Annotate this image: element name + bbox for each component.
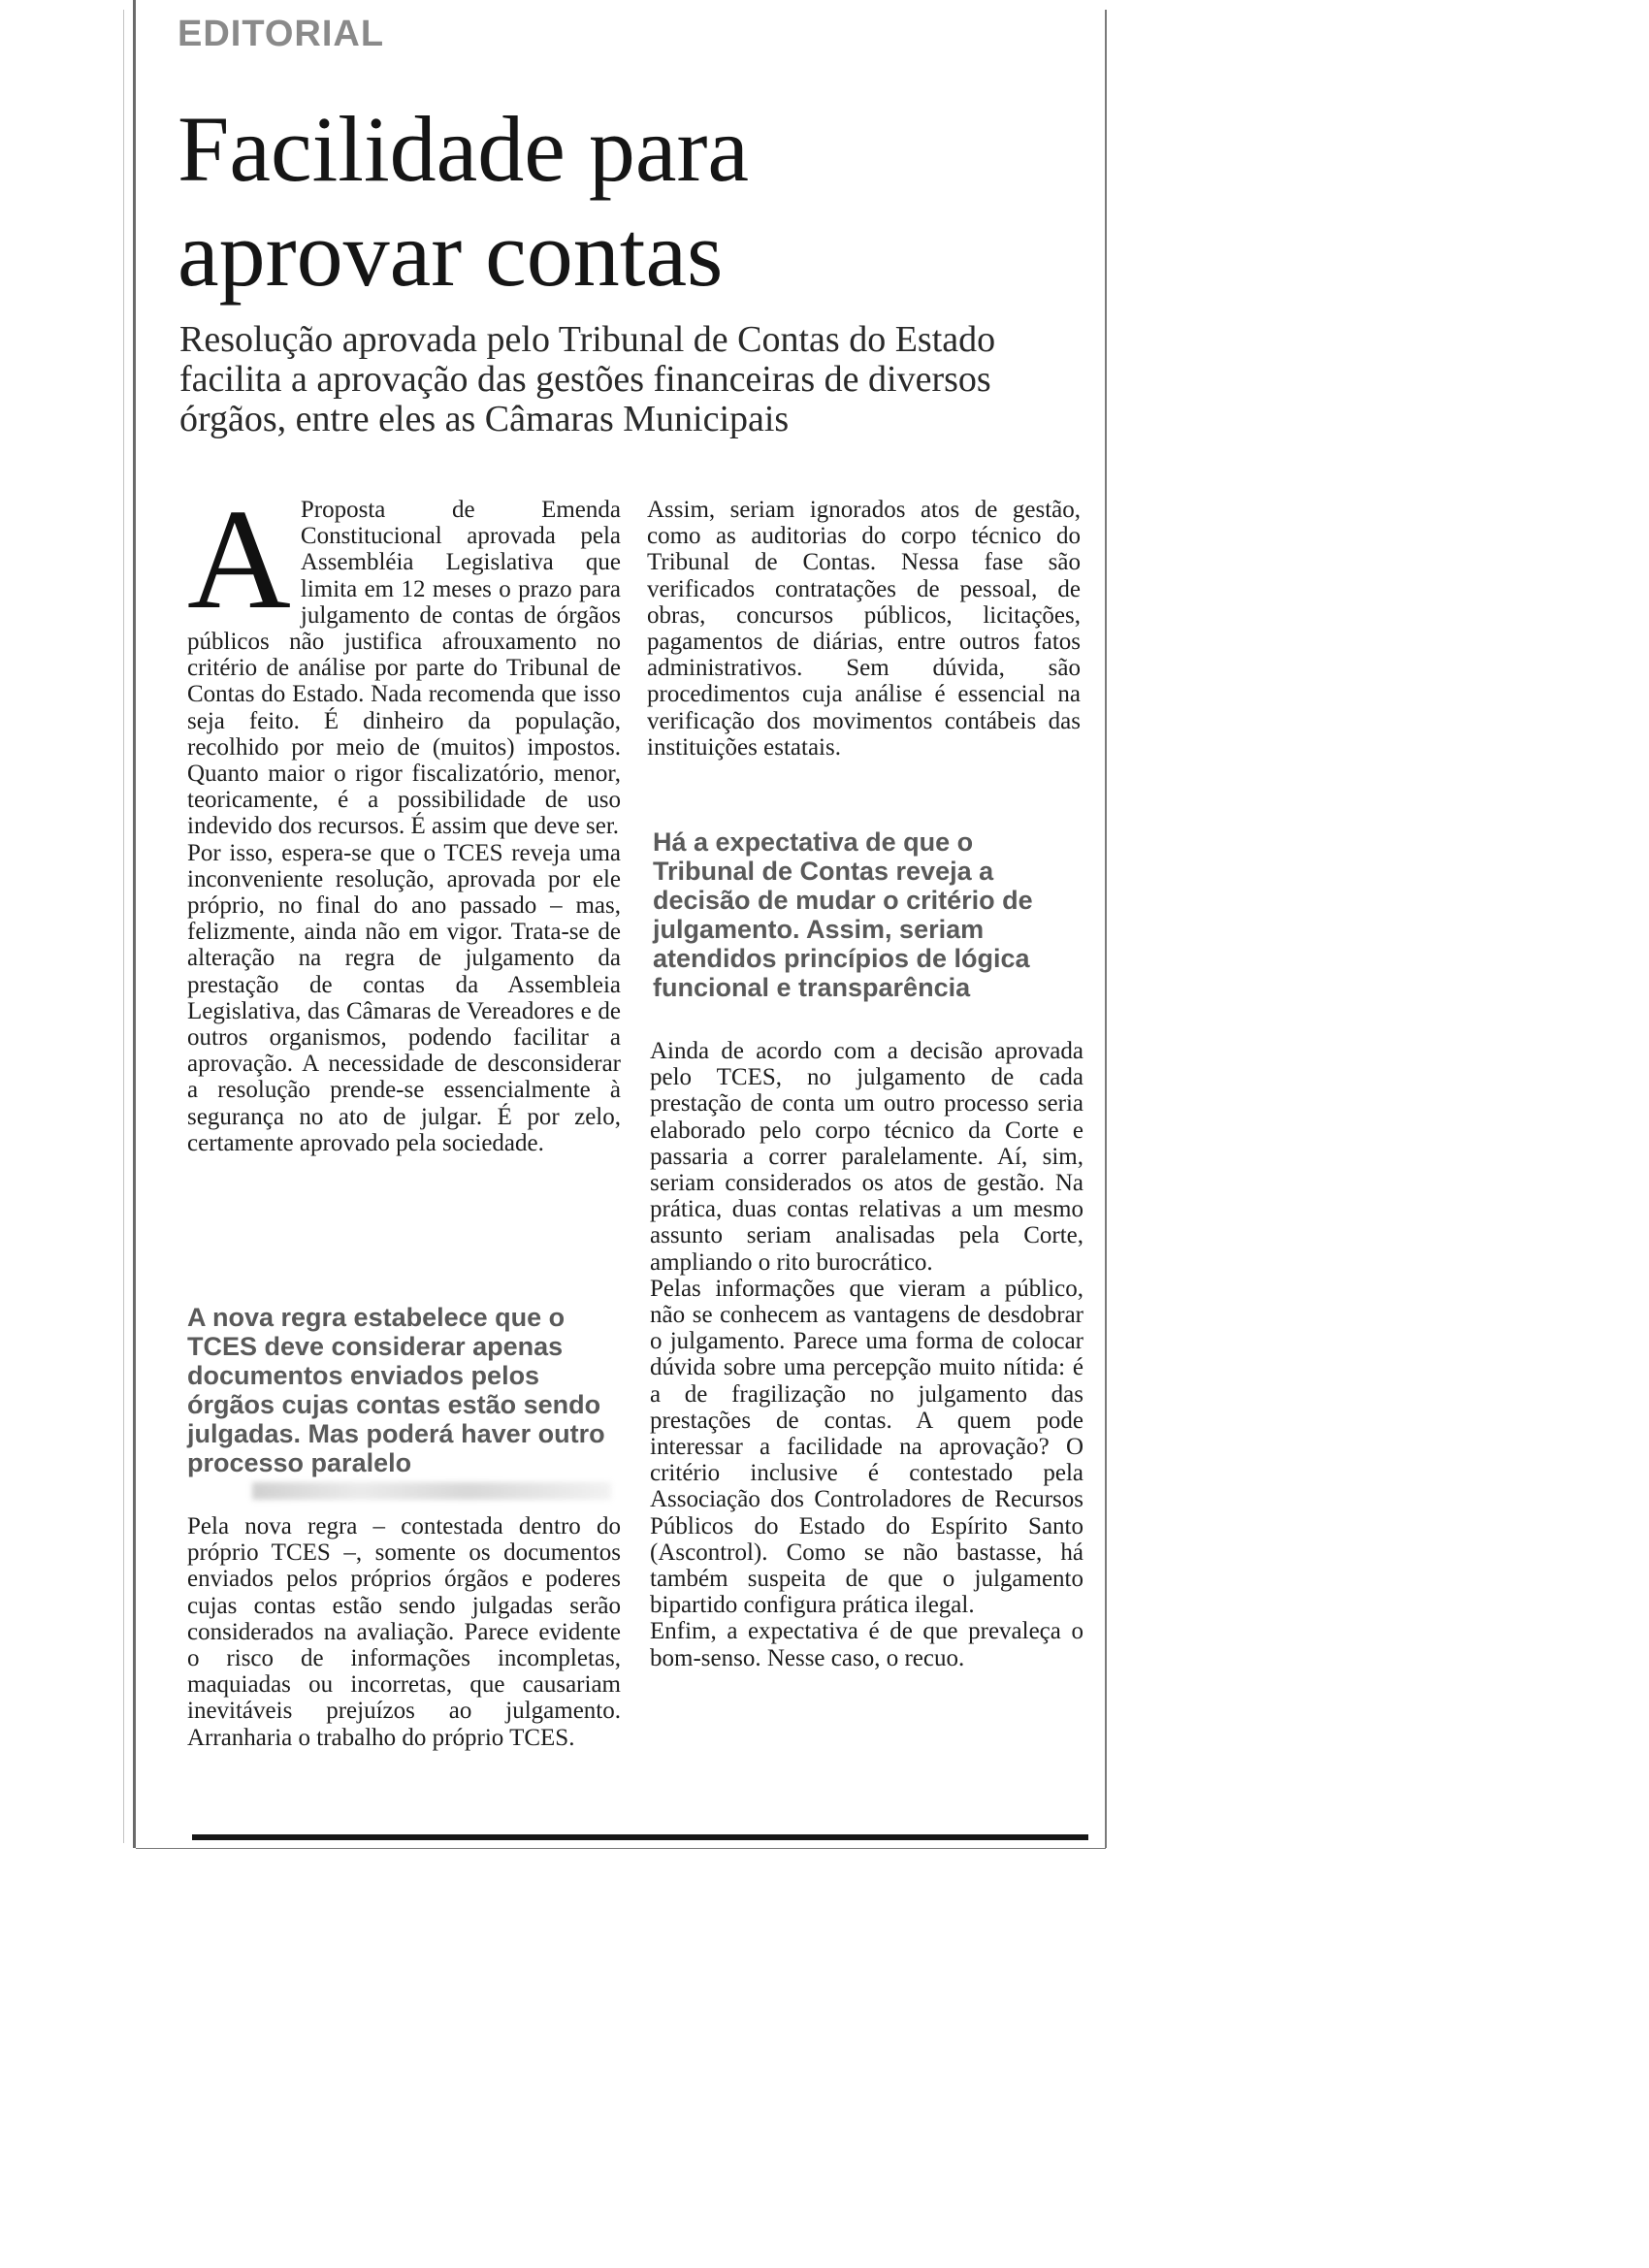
body-column-left-top bbox=[187, 480, 621, 1156]
bottom-edge-line bbox=[136, 1848, 1106, 1849]
headline: Facilidade para aprovar contas bbox=[178, 97, 750, 306]
pull-quote-left: A nova regra estabelece que o TCES deve considerar apenas documentos enviados pelos órgãos cujas contas estão sendo julgadas. Mas poderá haver outro processo paralelo bbox=[187, 1303, 605, 1477]
body-paragraph: Ainda de acordo com a decisão aprovada pelo TCES, no julgamento de cada prestação de conta um outro processo seria elaborado pelo corpo técnico da Corte e passaria a correr paralelamente. Aí, sim, seriam considerados os atos de gestão. Na prática, duas contas relativas a um mesmo assunto seriam analisadas pela Corte, ampliando o rito burocrático. bbox=[650, 1038, 1083, 1276]
body-column-right-top bbox=[647, 497, 1081, 761]
subheadline: Resolução aprovada pelo Tribunal de Contas do Estado facilita a aprovação das gestões financeiras de diversos órgãos, entre eles as Câmaras Municipais bbox=[179, 319, 996, 439]
clipping-left-border bbox=[133, 0, 136, 1848]
body-column-left-bottom bbox=[187, 1513, 621, 1751]
scan-edge-line bbox=[123, 10, 124, 1843]
body-paragraph: Por isso, espera-se que o TCES reveja uma inconveniente resolução, aprovada por ele próprio, no final do ano passado – mas, felizmente, ainda não em vigor. Trata-se de alteração na regra de julgamento da prestação de contas da Assembleia Legislativa, das Câmaras de Vereadores e de outros organismos, podendo facilitar a aprovação. A necessidade de desconsiderar a resolução prende-se essencialmente à segurança no ato de julgar. É por zelo, certamente aprovado pela sociedade. bbox=[187, 839, 621, 1156]
body-column-right-bottom bbox=[650, 1038, 1083, 1671]
body-paragraph: Enfim, a expectativa é de que prevaleça o bom-senso. Nesse caso, o recuo. bbox=[650, 1618, 1083, 1671]
drop-cap: A bbox=[187, 480, 291, 639]
pull-quote-right: Há a expectativa de que o Tribunal de Contas reveja a decisão de mudar o critério de julgamento. Assim, seriam atendidos princípios de lógica funcional e transparência bbox=[653, 827, 1033, 1002]
section-label: EDITORIAL bbox=[178, 14, 385, 54]
body-paragraph: Pelas informações que vieram a público, não se conhecem as vantagens de desdobrar o julgamento. Parece uma forma de colocar dúvida sobre uma percepção muito nítida: é a de fragilização no julgamento das prestações de contas. A quem pode interessar a facilidade na aprovação? O critério inclusive é contestado pela Associação dos Controladores de Recursos Públicos do Estado do Espírito Santo (Ascontrol). Como se não bastasse, há também suspeita de que o julgamento bipartido configura prática ilegal. bbox=[650, 1275, 1083, 1619]
body-paragraph: Proposta de Emenda Constitucional aprovada pela Assembléia Legislativa que limita em 12 meses o prazo para julgamento de contas de órgãos públicos não justifica afrouxamento no critério de análise por parte do Tribunal de Contas do Estado. Nada recomenda que isso seja feito. É dinheiro da população, recolhido por meio de (muitos) impostos. Quanto maior o rigor fiscalizatório, menor, teoricamente, é a possibilidade de uso indevido dos recursos. É assim que deve ser. bbox=[187, 497, 621, 840]
body-paragraph: Assim, seriam ignorados atos de gestão, como as auditorias do corpo técnico do Tribunal de Contas. Nessa fase são verificados contratações de pessoal, de obras, concursos públicos, licitações, pagamentos de diárias, entre outros fatos administrativos. Sem dúvida, são procedimentos cuja análise é essencial na verificação dos movimentos contábeis das instituições estatais. bbox=[647, 497, 1081, 761]
bottom-rule bbox=[192, 1834, 1088, 1840]
print-smudge bbox=[252, 1482, 611, 1500]
clipping-right-border bbox=[1105, 10, 1107, 1848]
body-paragraph: Pela nova regra – contestada dentro do próprio TCES –, somente os documentos enviados pelos próprios órgãos e poderes cujas contas estão sendo julgadas serão considerados na avaliação. Parece evidente o risco de informações incompletas, maquiadas ou incorretas, que causariam inevitáveis prejuízos ao julgamento. Arranharia o trabalho do próprio TCES. bbox=[187, 1513, 621, 1751]
